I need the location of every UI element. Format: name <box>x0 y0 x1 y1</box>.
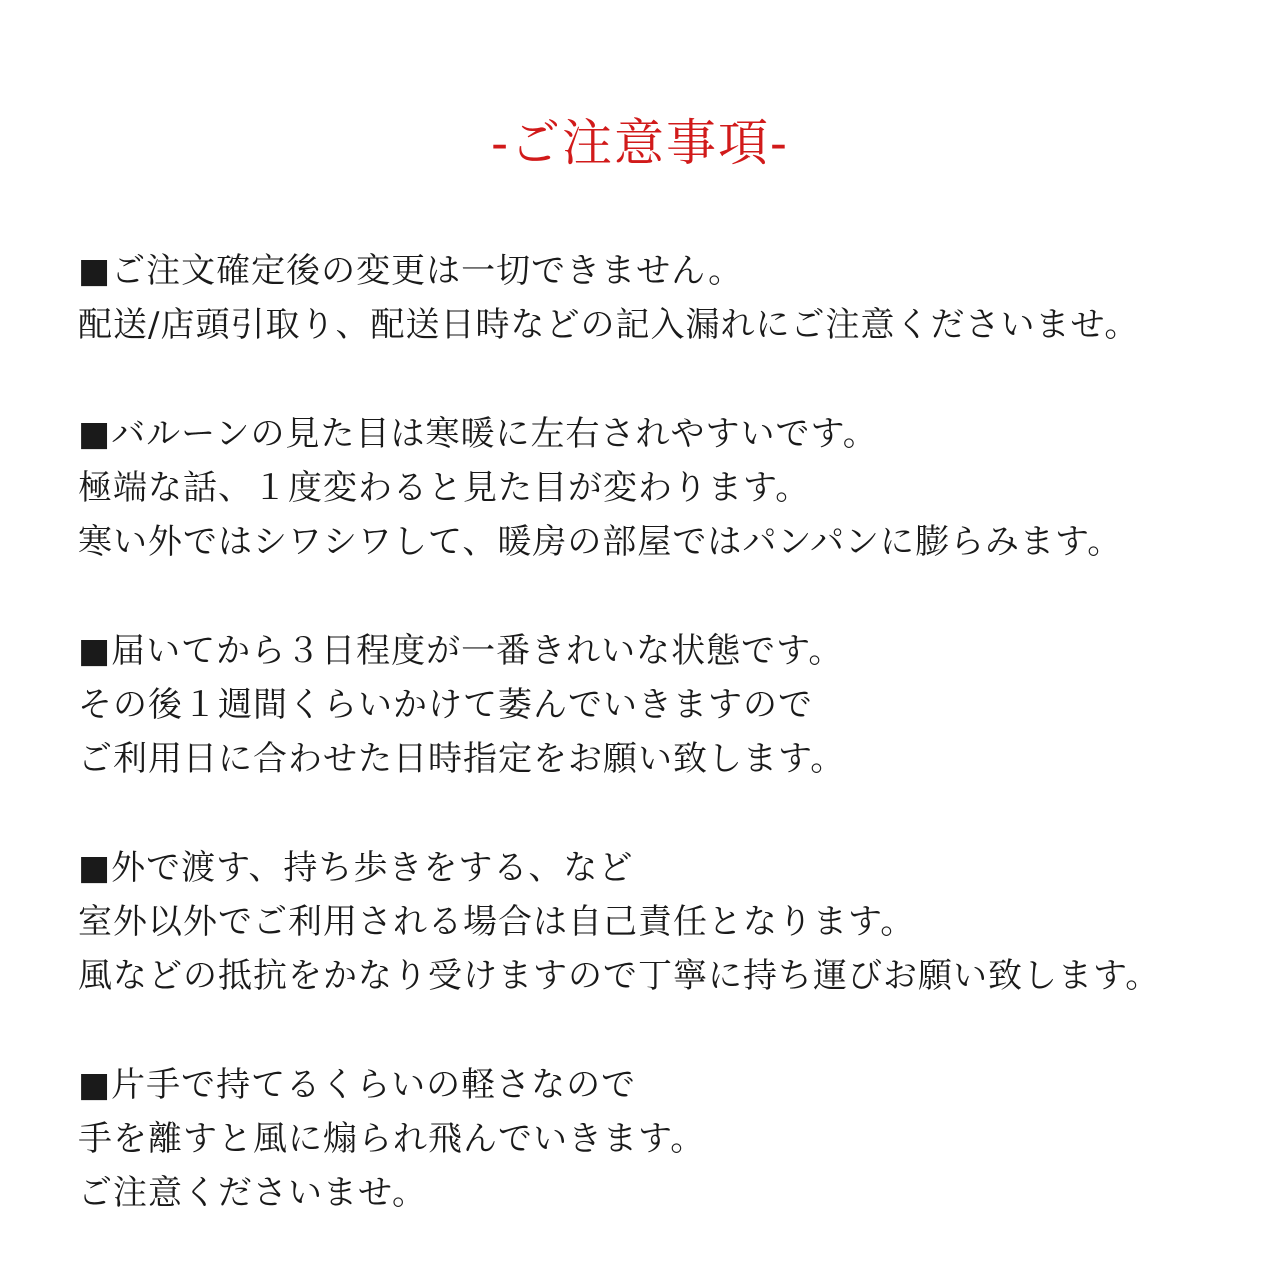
note-outdoor-use <box>78 841 1258 1003</box>
note-line: ご利用日に合わせた日時指定をお願い致します。 <box>78 739 846 779</box>
notes-list <box>78 244 1258 1275</box>
note-lightweight <box>78 1058 1258 1220</box>
note-line: 寒い外ではシワシワして、暖房の部屋ではパンパンに膨らみます。 <box>78 522 1123 562</box>
note-line: 配送/店頭引取り、配送日時などの記入漏れにご注意くださいませ。 <box>78 305 1140 345</box>
note-line: 室外以外でご利用される場合は自己責任となります。 <box>78 902 916 942</box>
note-order-changes <box>78 244 1258 352</box>
note-line: ■外で渡す、持ち歩きをする、など <box>78 848 634 888</box>
note-line: 極端な話、１度変わると見た目が変わります。 <box>78 468 811 508</box>
note-line: ■ご注文確定後の変更は一切できません。 <box>78 251 744 291</box>
note-line: その後１週間くらいかけて萎んでいきますので <box>78 685 813 725</box>
note-best-condition <box>78 624 1258 786</box>
note-line: ■片手で持てるくらいの軽さなので <box>78 1065 637 1105</box>
page-title: -ご注意事項- <box>491 114 789 172</box>
note-line: 手を離すと風に煽られ飛んでいきます。 <box>78 1119 706 1159</box>
note-line: ご注意くださいませ。 <box>78 1173 427 1213</box>
note-line: ■届いてから３日程度が一番きれいな状態です。 <box>78 631 844 671</box>
note-line: ■バルーンの見た目は寒暖に左右されやすいです。 <box>78 414 878 454</box>
note-temperature <box>78 407 1258 569</box>
note-line: 風などの抵抗をかなり受けますので丁寧に持ち運びお願い致します。 <box>78 956 1161 996</box>
